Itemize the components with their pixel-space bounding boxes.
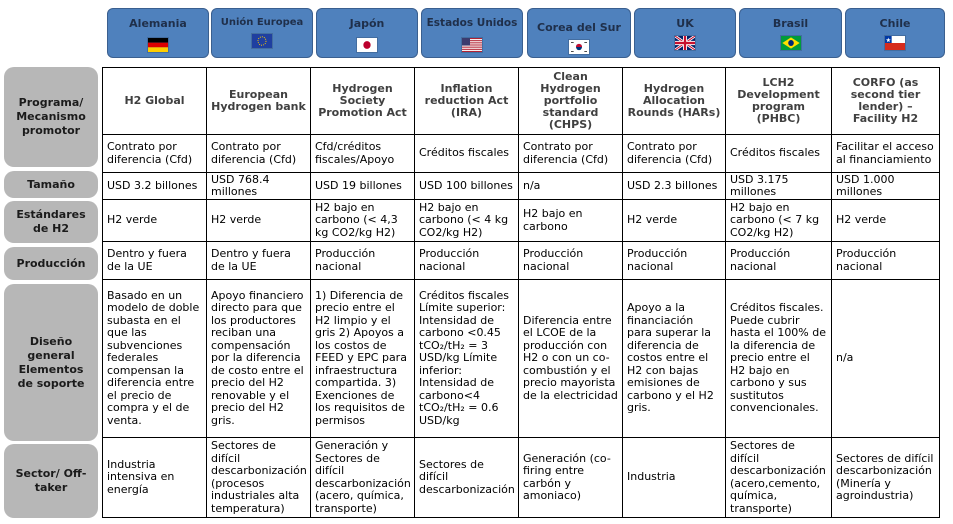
country-name: Estados Unidos [426,17,518,29]
sector-cell: Sectores de difícil descarbonización (procesos industriales alta temperatura) [207,438,311,518]
table-row-programs [103,68,940,135]
program-cell: Hydrogen Allocation Rounds (HARs) [623,68,726,135]
mechanism-cell: Cfd/créditos fiscales/Apoyo [311,135,415,173]
standard-cell: H2 verde [103,200,207,242]
size-cell: USD 2.3 billones [623,173,726,200]
country-header-eu [211,8,313,58]
program-cell: H2 Global [103,68,207,135]
country-name: Alemania [129,17,187,30]
row-label-tamano: Tamaño [4,171,98,198]
sector-cell: Sectores de difícil descarbonización (acero,cemento, química, transporte) [726,438,832,518]
standard-cell: H2 bajo en carbono [519,200,623,242]
country-header-germany [107,8,209,58]
country-name: Brasil [772,17,809,30]
design-cell: Basado en un modelo de doble subasta en el que las subvenciones federales compensan la diferencia entre el precio de compra y el de venta. [103,280,207,438]
size-cell: USD 3.175 millones [726,173,832,200]
production-cell: Producción nacional [415,242,519,280]
program-cell: Hydrogen Society Promotion Act [311,68,415,135]
flag-japan-icon [357,38,377,52]
design-cell: n/a [832,280,940,438]
size-cell: USD 1.000 millones [832,173,940,200]
mechanism-cell: Contrato por diferencia (Cfd) [519,135,623,173]
design-cell: Apoyo financiero directo para que los productores reciban una compensación por la diferencia de costo entre el precio del H2 renovable y el precio del H2 gris. [207,280,311,438]
country-header-south-korea [527,8,631,58]
country-name: UK [676,17,694,30]
mechanism-cell: Facilitar el acceso al financiamiento [832,135,940,173]
sector-cell: Sectores de difícil descarbonización (Minería y agroindustria) [832,438,940,518]
design-cell: Créditos fiscales. Puede cubrir hasta el 100% de la diferencia de precio entre el H2 bajo en carbono y sus sustitutos convencionales. [726,280,832,438]
design-cell: Créditos fiscales Límite superior: Intensidad de carbono <0.45 tCO₂/tH₂ = 3 USD/kg Límite inferior: Intensidad de carbono<4 tCO₂/tH₂ = 0.6 USD/kg [415,280,519,438]
country-name: Corea del Sur [537,21,621,34]
flag-usa-icon [462,38,482,52]
sector-cell: Generación (co-firing entre carbón y amoniaco) [519,438,623,518]
production-cell: Dentro y fuera de la UE [207,242,311,280]
country-header-japan [316,8,418,58]
program-cell: LCH2 Development program (PHBC) [726,68,832,135]
mechanism-cell: Contrato por diferencia (Cfd) [103,135,207,173]
mechanism-cell: Contrato por diferencia (Cfd) [207,135,311,173]
comparison-table [102,67,940,518]
standard-cell: H2 verde [207,200,311,242]
production-cell: Dentro y fuera de la UE [103,242,207,280]
row-label-diseno: Diseño general Elementos de soporte [4,284,98,441]
table-row-size [103,173,940,200]
sector-cell: Generación y Sectores de difícil descarbonización (acero, química, transporte) [311,438,415,518]
standard-cell: H2 bajo en carbono (< 4,3 kg CO2/kg H2) [311,200,415,242]
program-cell: European Hydrogen bank [207,68,311,135]
country-name: Unión Europea [220,17,304,28]
row-label-programa: Programa/ Mecanismo promotor [4,67,98,167]
flag-chile-icon [885,36,905,50]
table-row-standards [103,200,940,242]
program-cell: CORFO (as second tier lender) – Facility H2 [832,68,940,135]
mechanism-cell: Créditos fiscales [415,135,519,173]
country-header-chile [845,8,945,58]
flag-south-korea-icon [569,40,589,54]
production-cell: Producción nacional [726,242,832,280]
size-cell: USD 768.4 millones [207,173,311,200]
production-cell: Producción nacional [623,242,726,280]
standard-cell: H2 bajo en carbono (< 7 kg CO2/kg H2) [726,200,832,242]
country-header-usa [421,8,523,58]
flag-uk-icon [675,36,695,50]
table-row-production [103,242,940,280]
row-label-estandares: Estándares de H2 [4,201,98,243]
mechanism-cell: Contrato por diferencia (Cfd) [623,135,726,173]
country-name: Chile [879,17,911,30]
size-cell: USD 19 billones [311,173,415,200]
standard-cell: H2 verde [623,200,726,242]
size-cell: n/a [519,173,623,200]
table-row-design [103,280,940,438]
size-cell: USD 3.2 billones [103,173,207,200]
production-cell: Producción nacional [519,242,623,280]
flag-eu-icon [252,34,272,48]
sector-cell: Industria intensiva en energía [103,438,207,518]
design-cell: 1) Diferencia de precio entre el H2 limpio y el gris 2) Apoyos a los costos de FEED y EPC para infraestructura compartida. 3) Exenciones de los requisitos de permisos [311,280,415,438]
production-cell: Producción nacional [311,242,415,280]
flag-germany-icon [148,38,168,52]
size-cell: USD 100 billones [415,173,519,200]
table-row-sector [103,438,940,518]
country-header-uk [634,8,736,58]
design-cell: Apoyo a la financiación para superar la diferencia de costos entre el H2 con bajas emisiones de carbono y el H2 gris. [623,280,726,438]
row-label-sector: Sector/ Off-taker [4,444,98,518]
mechanism-cell: Créditos fiscales [726,135,832,173]
program-cell: Clean Hydrogen portfolio standard (CHPS) [519,68,623,135]
standard-cell: H2 verde [832,200,940,242]
sector-cell: Industria [623,438,726,518]
country-name: Japón [349,17,385,30]
program-cell: Inflation reduction Act (IRA) [415,68,519,135]
row-label-produccion: Producción [4,247,98,280]
table-row-mechanism [103,135,940,173]
flag-brazil-icon [781,36,801,50]
production-cell: Producción nacional [832,242,940,280]
design-cell: Diferencia entre el LCOE de la producción con H2 o con un co-combustión y el precio mayorista de la electricidad [519,280,623,438]
sector-cell: Sectores de difícil descarbonización [415,438,519,518]
standard-cell: H2 bajo en carbono (< 4 kg CO2/kg H2) [415,200,519,242]
country-header-brazil [739,8,842,58]
